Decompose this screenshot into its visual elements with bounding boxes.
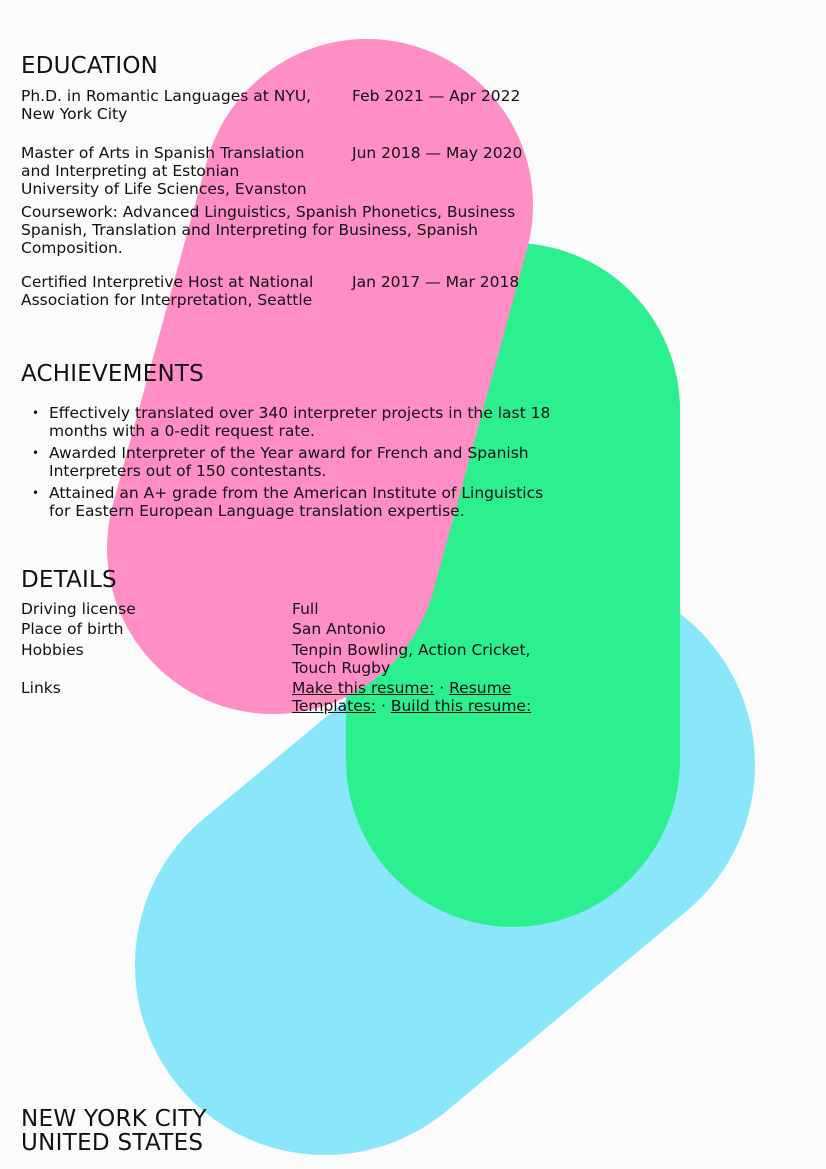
detail-label: Driving license (21, 600, 136, 618)
achievement-text: Awarded Interpreter of the Year award for French and Spanish Interpreters out of 150 contestants. (49, 444, 529, 480)
detail-value: Full (292, 600, 319, 618)
list-item (21, 444, 551, 480)
link-separator: · (434, 679, 450, 697)
links-label: Links (21, 679, 61, 697)
education-title: Master of Arts in Spanish Translation and Interpreting at Estonian University of Life Sciences, Evanston (21, 144, 307, 198)
education-title: Ph.D. in Romantic Languages at NYU, New York City (21, 87, 312, 123)
bullet-icon: • (32, 406, 40, 420)
detail-label: Place of birth (21, 620, 124, 638)
details-heading: DETAILS (21, 567, 117, 593)
education-dates: Feb 2021 — Apr 2022 (352, 87, 521, 105)
achievement-text: Effectively translated over 340 interpreter projects in the last 18 months with a 0-edit request rate. (49, 404, 551, 440)
bullet-icon: • (32, 486, 40, 500)
footer-country: UNITED STATES (21, 1130, 204, 1156)
education-coursework: Coursework: Advanced Linguistics, Spanish Phonetics, Business Spanish, Translation and Interpreting for Business, Spanish Composition. (21, 203, 516, 257)
make-resume-link[interactable]: Make this resume: (292, 679, 435, 697)
bullet-icon: • (32, 446, 40, 460)
education-heading: EDUCATION (21, 53, 159, 79)
list-item (21, 484, 551, 520)
list-item (21, 404, 551, 440)
footer-city: NEW YORK CITY (21, 1106, 207, 1132)
link-separator: · (376, 697, 391, 715)
detail-label: Hobbies (21, 641, 84, 659)
education-title: Certified Interpretive Host at National Association for Interpretation, Seattle (21, 273, 314, 309)
build-resume-link[interactable]: Build this resume: (390, 697, 532, 715)
education-dates: Jan 2017 — Mar 2018 (352, 273, 520, 291)
links-value (292, 679, 552, 715)
achievements-heading: ACHIEVEMENTS (21, 361, 204, 387)
resume-templates-link[interactable]: Resume Templates: (292, 679, 512, 715)
detail-value: San Antonio (292, 620, 386, 638)
achievements-list (21, 404, 551, 524)
detail-value: Tenpin Bowling, Action Cricket, Touch Rugby (292, 641, 531, 677)
education-dates: Jun 2018 — May 2020 (352, 144, 523, 162)
achievement-text: Attained an A+ grade from the American Institute of Linguistics for Eastern European Language translation expertise. (49, 484, 544, 520)
